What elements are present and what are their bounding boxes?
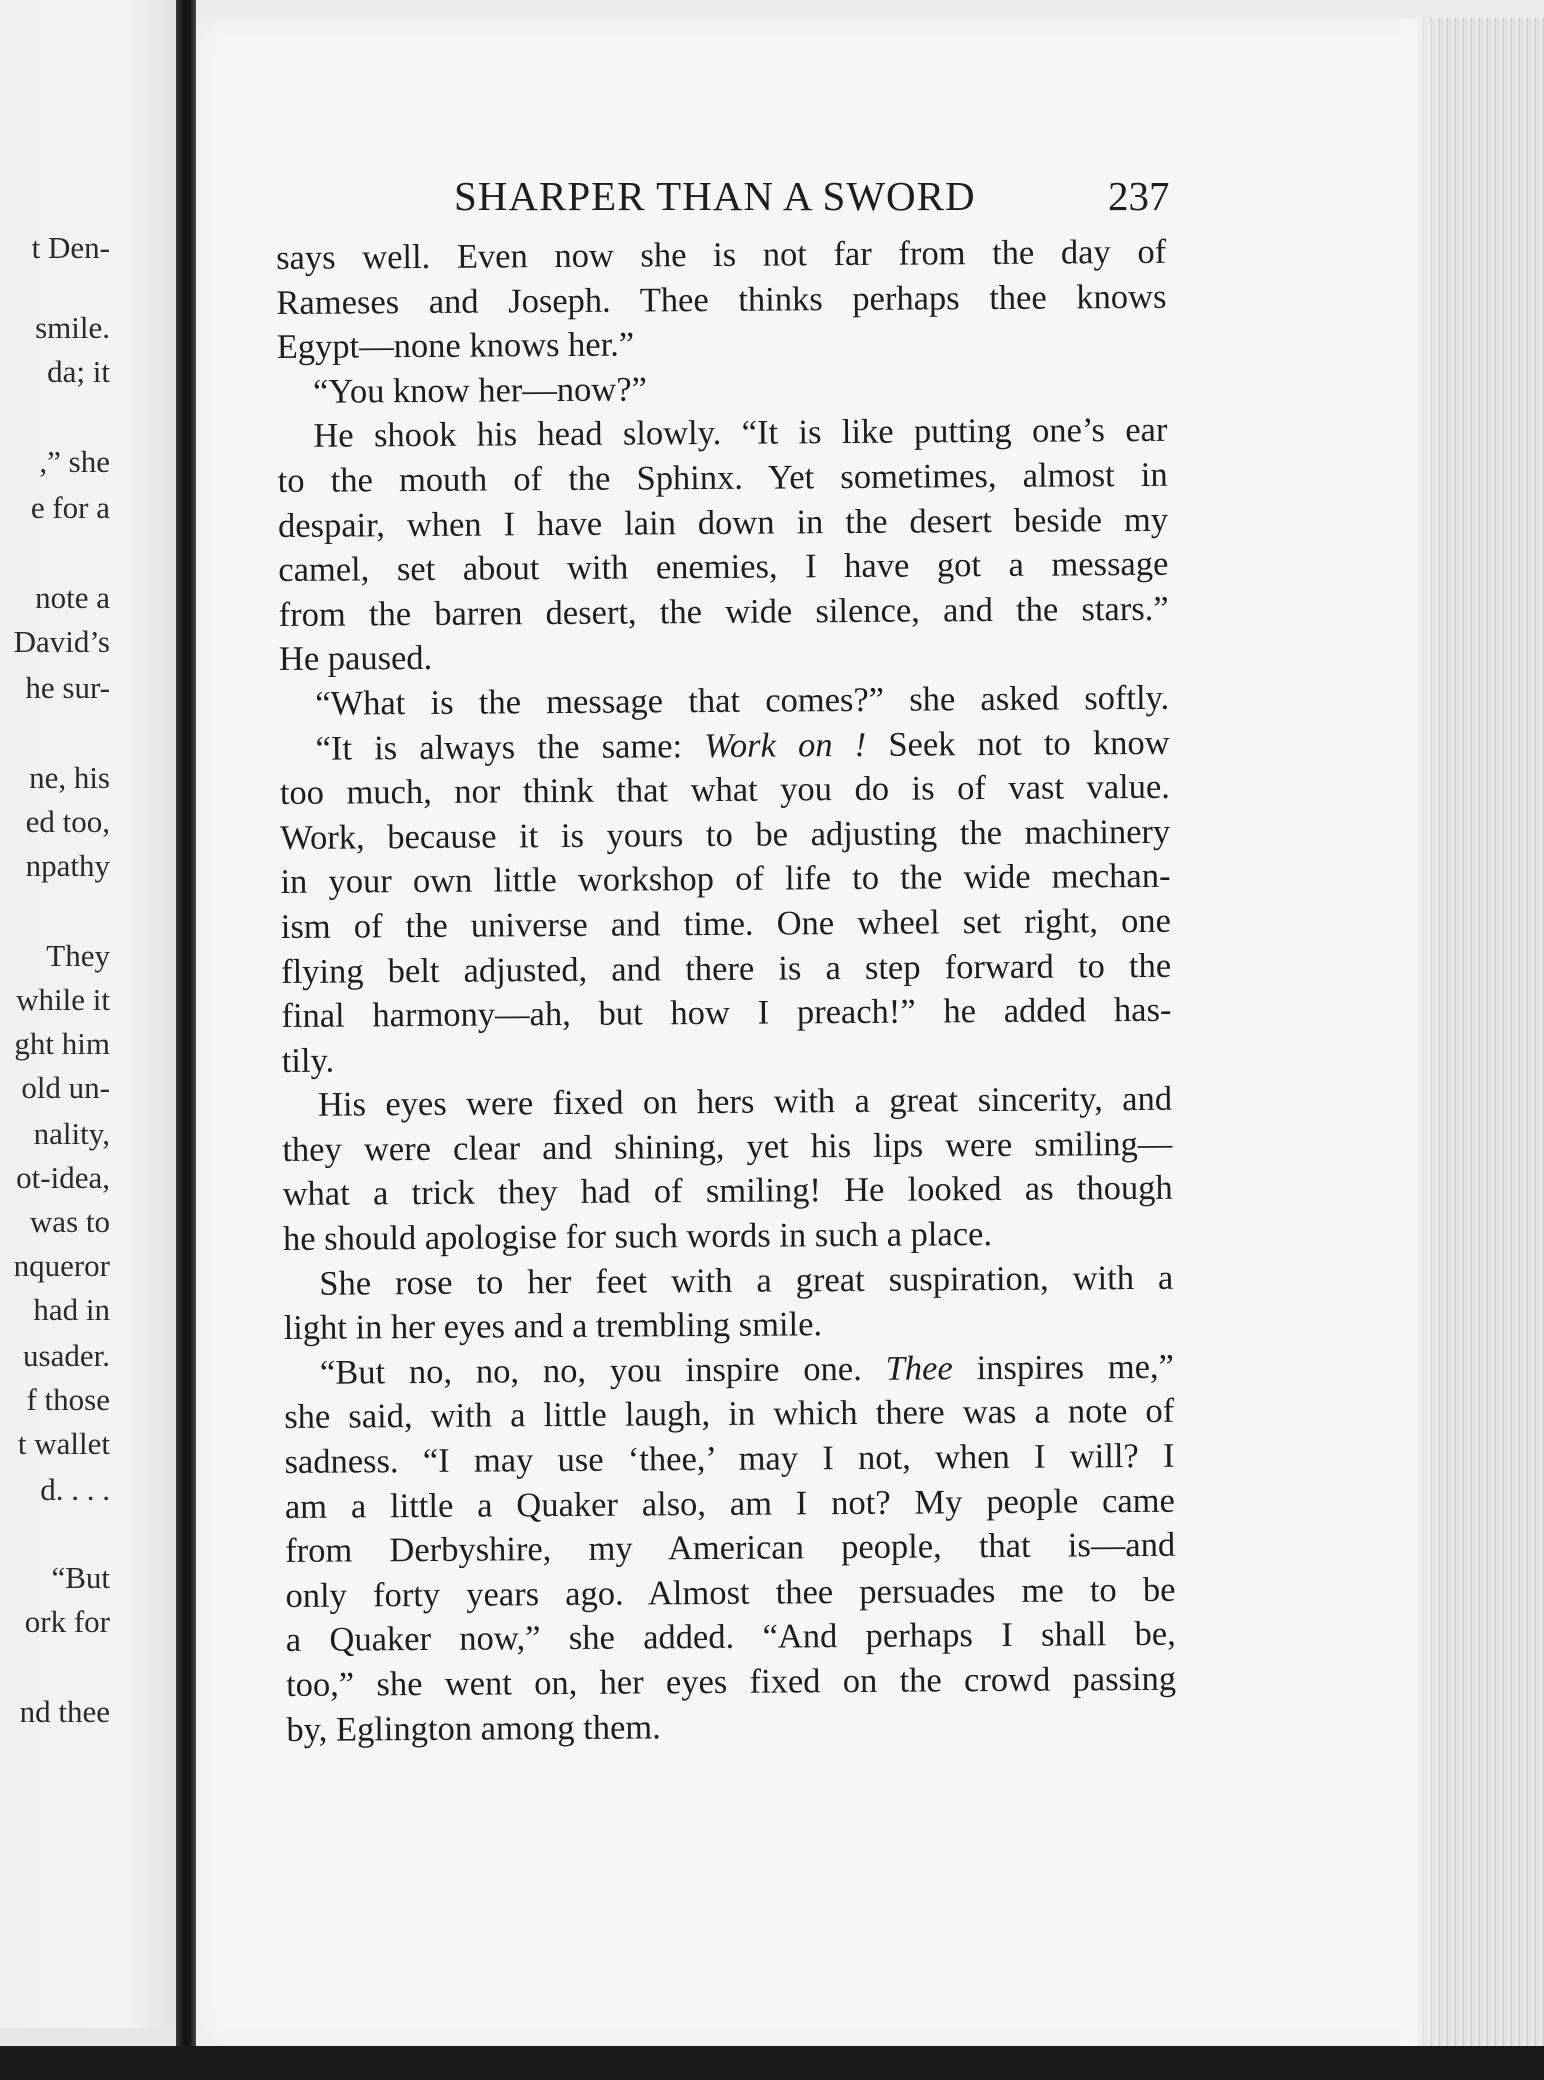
left-page-line: smile. xyxy=(35,310,110,345)
text-line: despair, when I have lain down in the desert beside my xyxy=(277,500,1169,545)
text-line: Work, because it is yours to be adjusting the machinery xyxy=(280,812,1171,857)
text-line: His eyes were fixed on hers with a great sincerity, and xyxy=(317,1080,1173,1125)
italic-phrase: Work on ! xyxy=(704,725,867,765)
left-page-line: t Den- xyxy=(31,230,110,265)
left-page-line: t wallet xyxy=(17,1426,110,1461)
text-segment: “But no, no, no, you inspire one. xyxy=(319,1349,886,1392)
text-segment: “It is always the same: xyxy=(315,726,705,768)
text-line: camel, set about with enemies, I have got a message xyxy=(278,544,1169,590)
text-line xyxy=(279,720,1169,771)
page-edges-shadow xyxy=(1400,18,1440,2048)
left-page-line: was to xyxy=(29,1204,110,1239)
left-page-line: npathy xyxy=(25,848,110,883)
text-line: only forty years ago. Almost thee persuades me to be xyxy=(285,1570,1176,1615)
text-line: they were clear and shining, yet his lips were smiling— xyxy=(282,1124,1173,1169)
text-line: light in her eyes and a trembling smile. xyxy=(283,1305,823,1348)
left-page-line: ork for xyxy=(24,1604,110,1639)
paragraph xyxy=(279,720,1171,1083)
left-page-line: he sur- xyxy=(25,670,110,705)
text-line: flying belt adjusted, and there is a step forward to the xyxy=(281,946,1172,991)
text-line: a Quaker now,” she added. “And perhaps I shall be, xyxy=(285,1615,1176,1660)
text-line: Egypt—none knows her.” xyxy=(276,325,635,367)
text-line: too much, nor think that what you do is of vast value. xyxy=(279,767,1171,813)
text-line: am a little a Quaker also, am I not? My people came xyxy=(284,1481,1175,1526)
left-page-line: f those xyxy=(26,1382,110,1417)
body-text xyxy=(276,230,1177,1752)
left-page-line: old un- xyxy=(21,1070,110,1105)
text-line: He paused. xyxy=(278,639,433,679)
left-page-line: while it xyxy=(16,982,110,1017)
text-line: from the barren desert, the wide silence, and the stars.” xyxy=(278,589,1169,634)
text-line: by, Eglington among them. xyxy=(286,1707,661,1749)
paragraph xyxy=(283,1255,1174,1350)
left-page-line: “But xyxy=(51,1560,110,1595)
left-page-line: usader. xyxy=(23,1338,110,1373)
left-page-line: ght him xyxy=(14,1026,110,1061)
text-line xyxy=(284,1345,1174,1396)
text-line: ism of the universe and time. One wheel set right, one xyxy=(280,901,1171,946)
paragraph xyxy=(282,1077,1173,1262)
text-line: He shook his head slowly. “It is like putting one’s ear xyxy=(313,411,1168,456)
left-page-line: note a xyxy=(35,580,110,615)
left-page-line: ot-idea, xyxy=(16,1160,110,1195)
scanner-bottom-band xyxy=(0,2046,1544,2080)
text-line: sadness. “I may use ‘thee,’ may I not, when I will? I xyxy=(284,1436,1175,1482)
left-page-line: David’s xyxy=(13,624,110,659)
italic-phrase: Thee xyxy=(885,1349,953,1388)
left-page-line: nqueror xyxy=(13,1248,110,1283)
text-line: she said, with a little laugh, in which there was a note of xyxy=(284,1392,1175,1437)
text-segment: inspires me,” xyxy=(952,1347,1175,1388)
left-page-line: They xyxy=(46,938,110,973)
text-line: “What is the message that comes?” she asked softly. xyxy=(315,678,1170,723)
left-page-line: nality, xyxy=(33,1116,110,1151)
text-line: says well. Even now she is not far from the day of xyxy=(276,232,1167,277)
book-gutter xyxy=(176,0,196,2052)
text-line: tily. xyxy=(281,1041,335,1080)
left-page-line: ,” she xyxy=(39,444,110,479)
text-line: Rameses and Joseph. Thee thinks perhaps thee knows xyxy=(276,277,1167,322)
left-page-line: ne, his xyxy=(29,760,110,795)
text-line: too,” she went on, her eyes fixed on the crowd passing xyxy=(285,1659,1177,1704)
left-page-line: e for a xyxy=(30,490,110,525)
paragraph xyxy=(284,1345,1177,1753)
paragraph xyxy=(276,230,1167,370)
left-page-line: d. . . . xyxy=(40,1472,110,1507)
paragraph xyxy=(279,676,1169,727)
text-line: what a trick they had of smiling! He looked as though xyxy=(282,1169,1173,1214)
text-line: from Derbyshire, my American people, that is—and xyxy=(285,1525,1176,1571)
paragraph xyxy=(277,364,1167,415)
page-number: 237 xyxy=(1108,173,1170,219)
text-line: in your own little workshop of life to the wide mechan- xyxy=(280,857,1171,902)
text-line: “You know her—now?” xyxy=(312,370,647,411)
paragraph xyxy=(277,408,1169,682)
text-line: he should apologise for such words in such a place. xyxy=(282,1215,993,1259)
left-page-line: nd thee xyxy=(19,1694,110,1729)
left-page-line: da; it xyxy=(47,354,110,389)
left-page-line: had in xyxy=(33,1292,110,1327)
text-line: final harmony—ah, but how I preach!” he added has- xyxy=(281,990,1172,1036)
running-head: SHARPER THAN A SWORD xyxy=(454,173,976,219)
left-page-line: ed too, xyxy=(25,804,110,839)
text-line: She rose to her feet with a great suspiration, with a xyxy=(319,1258,1174,1303)
left-page-fragment xyxy=(0,0,176,2052)
text-line: to the mouth of the Sphinx. Yet sometimes, almost in xyxy=(277,455,1168,500)
text-segment: Seek not to know xyxy=(866,723,1170,764)
